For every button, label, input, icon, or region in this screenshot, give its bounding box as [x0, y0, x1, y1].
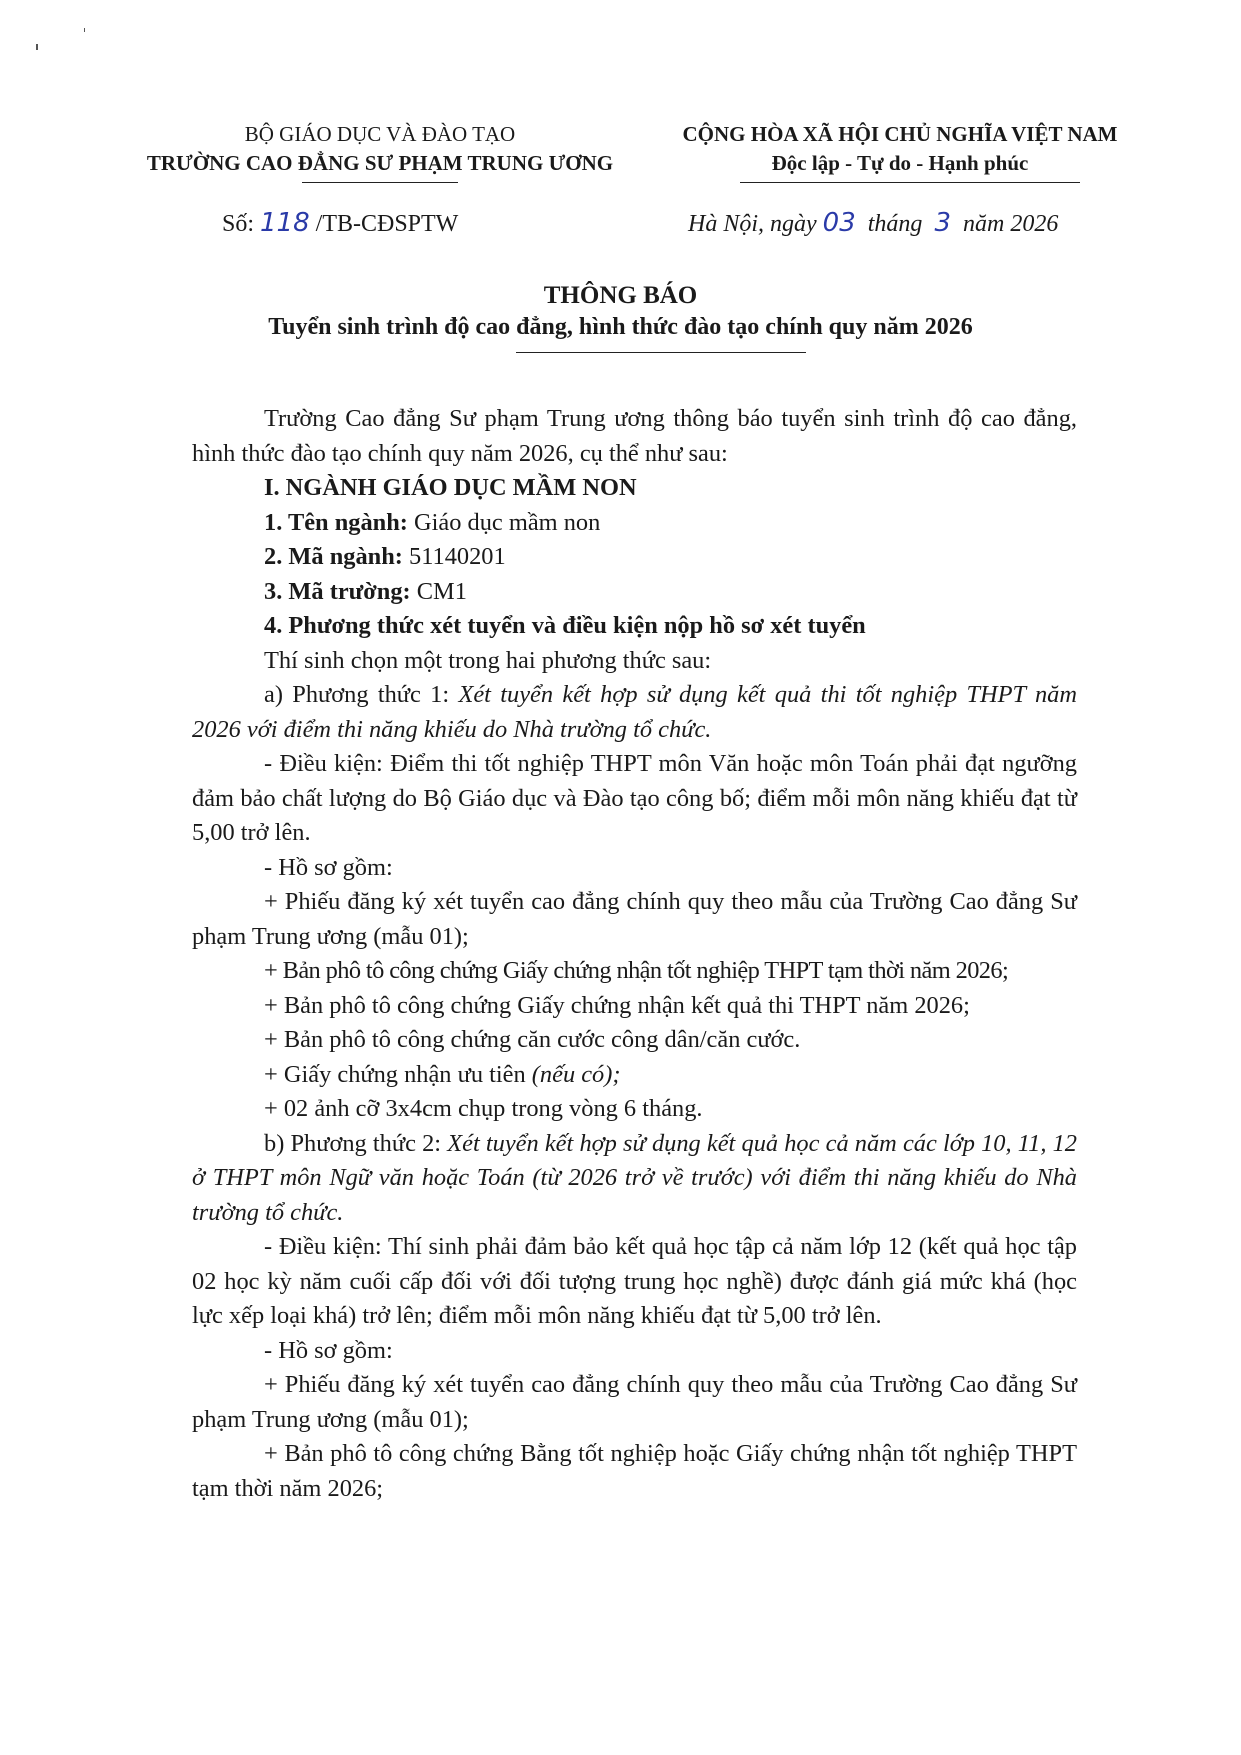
- scan-speck: [84, 28, 85, 32]
- issuer-block: [120, 120, 640, 178]
- motto-underline: [740, 182, 1080, 183]
- method-a-condition: - Điều kiện: Điểm thi tốt nghiệp THPT môn Văn hoặc môn Toán phải đạt ngưỡng đảm bảo chất lượng do Bộ Giáo dục và Đào tạo công bố; điểm mỗi môn năng khiếu đạt từ 5,00 trở lên.: [192, 750, 1077, 846]
- year-label: năm 2026: [962, 211, 1059, 237]
- issuer-underline: [302, 182, 458, 183]
- method-b: b) Phương thức 2: Xét tuyển kết hợp sử dụng kết quả học cả năm các lớp 10, 11, 12 ở THPT môn Ngữ văn hoặc Toán (từ 2026 trở về trước) với điểm thi năng khiếu do Nhà trường tổ chức.: [192, 1129, 1077, 1226]
- list-item: + 02 ảnh cỡ 3x4cm chụp trong vòng 6 tháng.: [264, 1095, 703, 1122]
- motto: Độc lập - Tự do - Hạnh phúc: [771, 151, 1029, 175]
- list-item: + Bản phô tô công chứng Bằng tốt nghiệp hoặc Giấy chứng nhận tốt nghiệp THPT tạm thời năm 2026;: [192, 1440, 1077, 1502]
- ministry-name: BỘ GIÁO DỤC VÀ ĐÀO TẠO: [244, 122, 516, 146]
- document-body: [192, 402, 1077, 1506]
- number-suffix: /TB-CĐSPTW: [315, 211, 459, 237]
- handwritten-day: 03: [822, 208, 856, 238]
- document-title: THÔNG BÁO: [543, 282, 698, 309]
- major-code: 2. Mã ngành: 51140201: [264, 543, 506, 570]
- list-item: + Bản phô tô công chứng Giấy chứng nhận kết quả thi THPT năm 2026;: [264, 991, 970, 1019]
- admission-methods-heading: 4. Phương thức xét tuyển và điều kiện nộp hồ sơ xét tuyển: [264, 612, 866, 639]
- section-heading: I. NGÀNH GIÁO DỤC MẦM NON: [264, 474, 637, 501]
- national-motto-block: [650, 120, 1150, 178]
- list-item: + Phiếu đăng ký xét tuyển cao đẳng chính quy theo mẫu của Trường Cao đẳng Sư phạm Trung ương (mẫu 01);: [192, 888, 1077, 950]
- number-label: Số:: [222, 211, 255, 237]
- method-b-condition: - Điều kiện: Thí sinh phải đảm bảo kết quả học tập cả năm lớp 12 (kết quả học tập 02 học kỳ năm cuối cấp đối với đối tượng trung học nghề) được đánh giá mức khá (học lực xếp loại khá) trở lên; điểm mỗi môn năng khiếu đạt từ 5,00 trở lên.: [192, 1233, 1077, 1329]
- list-item: + Bản phô tô công chứng Giấy chứng nhận tốt nghiệp THPT tạm thời năm 2026;: [264, 957, 1009, 984]
- country-name: CỘNG HÒA XÃ HỘI CHỦ NGHĨA VIỆT NAM: [682, 122, 1118, 146]
- handwritten-month: 3: [934, 208, 951, 238]
- scan-speck: [36, 44, 38, 50]
- school-name: TRƯỜNG CAO ĐẲNG SƯ PHẠM TRUNG ƯƠNG: [146, 151, 614, 175]
- document-number: [222, 208, 458, 238]
- method-a-docs-label: - Hồ sơ gồm:: [264, 853, 393, 881]
- major-name: 1. Tên ngành: Giáo dục mầm non: [264, 508, 601, 536]
- list-item: + Bản phô tô công chứng căn cước công dân/căn cước.: [264, 1026, 801, 1053]
- document-subtitle: Tuyển sinh trình độ cao đẳng, hình thức đào tạo chính quy năm 2026: [268, 314, 973, 340]
- month-label: tháng: [867, 211, 923, 237]
- method-b-docs-label: - Hồ sơ gồm:: [264, 1336, 393, 1364]
- method-a: a) Phương thức 1: Xét tuyển kết hợp sử dụng kết quả thi tốt nghiệp THPT năm 2026 với điểm thi năng khiếu do Nhà trường tổ chức.: [192, 681, 1077, 743]
- list-item: + Giấy chứng nhận ưu tiên (nếu có);: [264, 1060, 621, 1088]
- list-item: + Phiếu đăng ký xét tuyển cao đẳng chính quy theo mẫu của Trường Cao đẳng Sư phạm Trung ương (mẫu 01);: [192, 1371, 1077, 1433]
- school-code: 3. Mã trường: CM1: [264, 577, 467, 605]
- intro-paragraph: Trường Cao đẳng Sư phạm Trung ương thông báo tuyển sinh trình độ cao đẳng, hình thức đào tạo chính quy năm 2026, cụ thể như sau:: [192, 405, 1077, 467]
- document-date: [688, 208, 1058, 238]
- place-prefix: Hà Nội, ngày: [688, 211, 817, 237]
- handwritten-number: 118: [260, 208, 310, 238]
- choose-method: Thí sinh chọn một trong hai phương thức sau:: [264, 646, 712, 674]
- title-underline: [516, 352, 806, 353]
